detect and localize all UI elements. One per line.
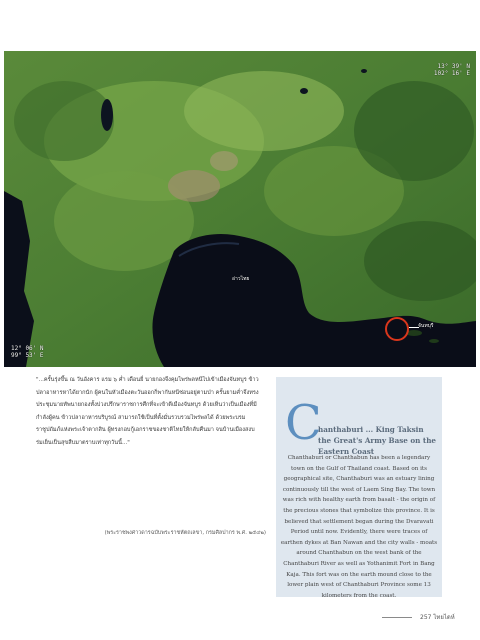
coord-tr-lat: 13° 39' N xyxy=(437,63,470,70)
english-article-title: hanthaburi ... King Taksin the Great's Army Base on the Eastern Coast xyxy=(318,425,436,456)
satellite-image xyxy=(4,51,476,367)
coord-bl-lon: 99° 53' E xyxy=(11,352,44,359)
thai-quote-column xyxy=(36,374,264,450)
map-label-gulf: อ่าวไทย xyxy=(232,276,250,282)
coord-bl-lat: 12° 06' N xyxy=(11,345,44,352)
english-info-box xyxy=(276,377,442,597)
page-number: 257 ไทยไดห์ xyxy=(420,614,455,621)
chanthaburi-marker-circle xyxy=(385,317,409,341)
map-coordinate-bottom-left xyxy=(11,345,44,359)
map-coordinate-top-right xyxy=(434,63,470,77)
english-article-body xyxy=(280,453,438,601)
drop-cap: C xyxy=(285,395,322,451)
footer-divider xyxy=(382,617,412,618)
thai-quote-paragraph: "...ครั้นรุ่งขึ้น ณ วันอังคาร แรม ๖ ค่ำ เดือนยี่ นายกองจึงคุมไพร่พลหนีไปเข้าเมืองจันทบูร ข้าวปลาอาหารหาได้ยากนัก ผู้คนในหัวเมืองตะวันออกก็พากันหนีซ่อนอยู่ตามป่า ครั้นยามค่ำจึงทรงประชุมนายทัพนายกองทั้งปวงปรึกษาราชการศึกที่จะเข้าตีเมืองจันทบูร ด้วยเห็นว่าเป็นเมืองที่มีกำลังผู้คน ข้าวปลาอาหารบริบูรณ์ สามารถใช้เป็นที่ตั้งมั่นรวบรวมไพร่พลได้ ด้วยพระบรมราชูปถัมภ์แห่งพระเจ้าตากสิน ผู้ทรงกอบกู้เอกราชของชาติไทยให้กลับคืนมา จนบ้านเมืองสงบร่มเย็นเป็นสุขสืบมาตราบเท่าทุกวันนี้..." xyxy=(36,377,259,446)
coord-tr-lon: 102° 16' E xyxy=(433,70,470,77)
map-label-chanthaburi: จันทบุรี xyxy=(418,323,434,329)
english-paragraph: Chanthaburi or Chanthabun has been a legendary town on the Gulf of Thailand coast. Based on its geographical site, Chanthaburi was an estuary lining continuously till the west of Laem Sing Bay. The town was rich with healthy earth from basalt - the origin of the precious stones that symbolize this province. It is believed that settlement began during the Dvaravati Period until now. Evidently, there were traces of earthen dykes at Ban Nawan and the city walls - moats around Chanthabun on the west bank of the Chanthaburi River as well as Yothanimit Fort in Bang Kaja. This fort was on the earth mound close to the lower plain west of Chanthaburi Province some 13 kilometers from the coast. xyxy=(280,455,438,599)
thai-quote-credit: (พระราชพงศาวดารฉบับพระราชหัตถเลขา, กรมศิลปากร พ.ศ. ๒๕๔๒) xyxy=(104,530,266,536)
